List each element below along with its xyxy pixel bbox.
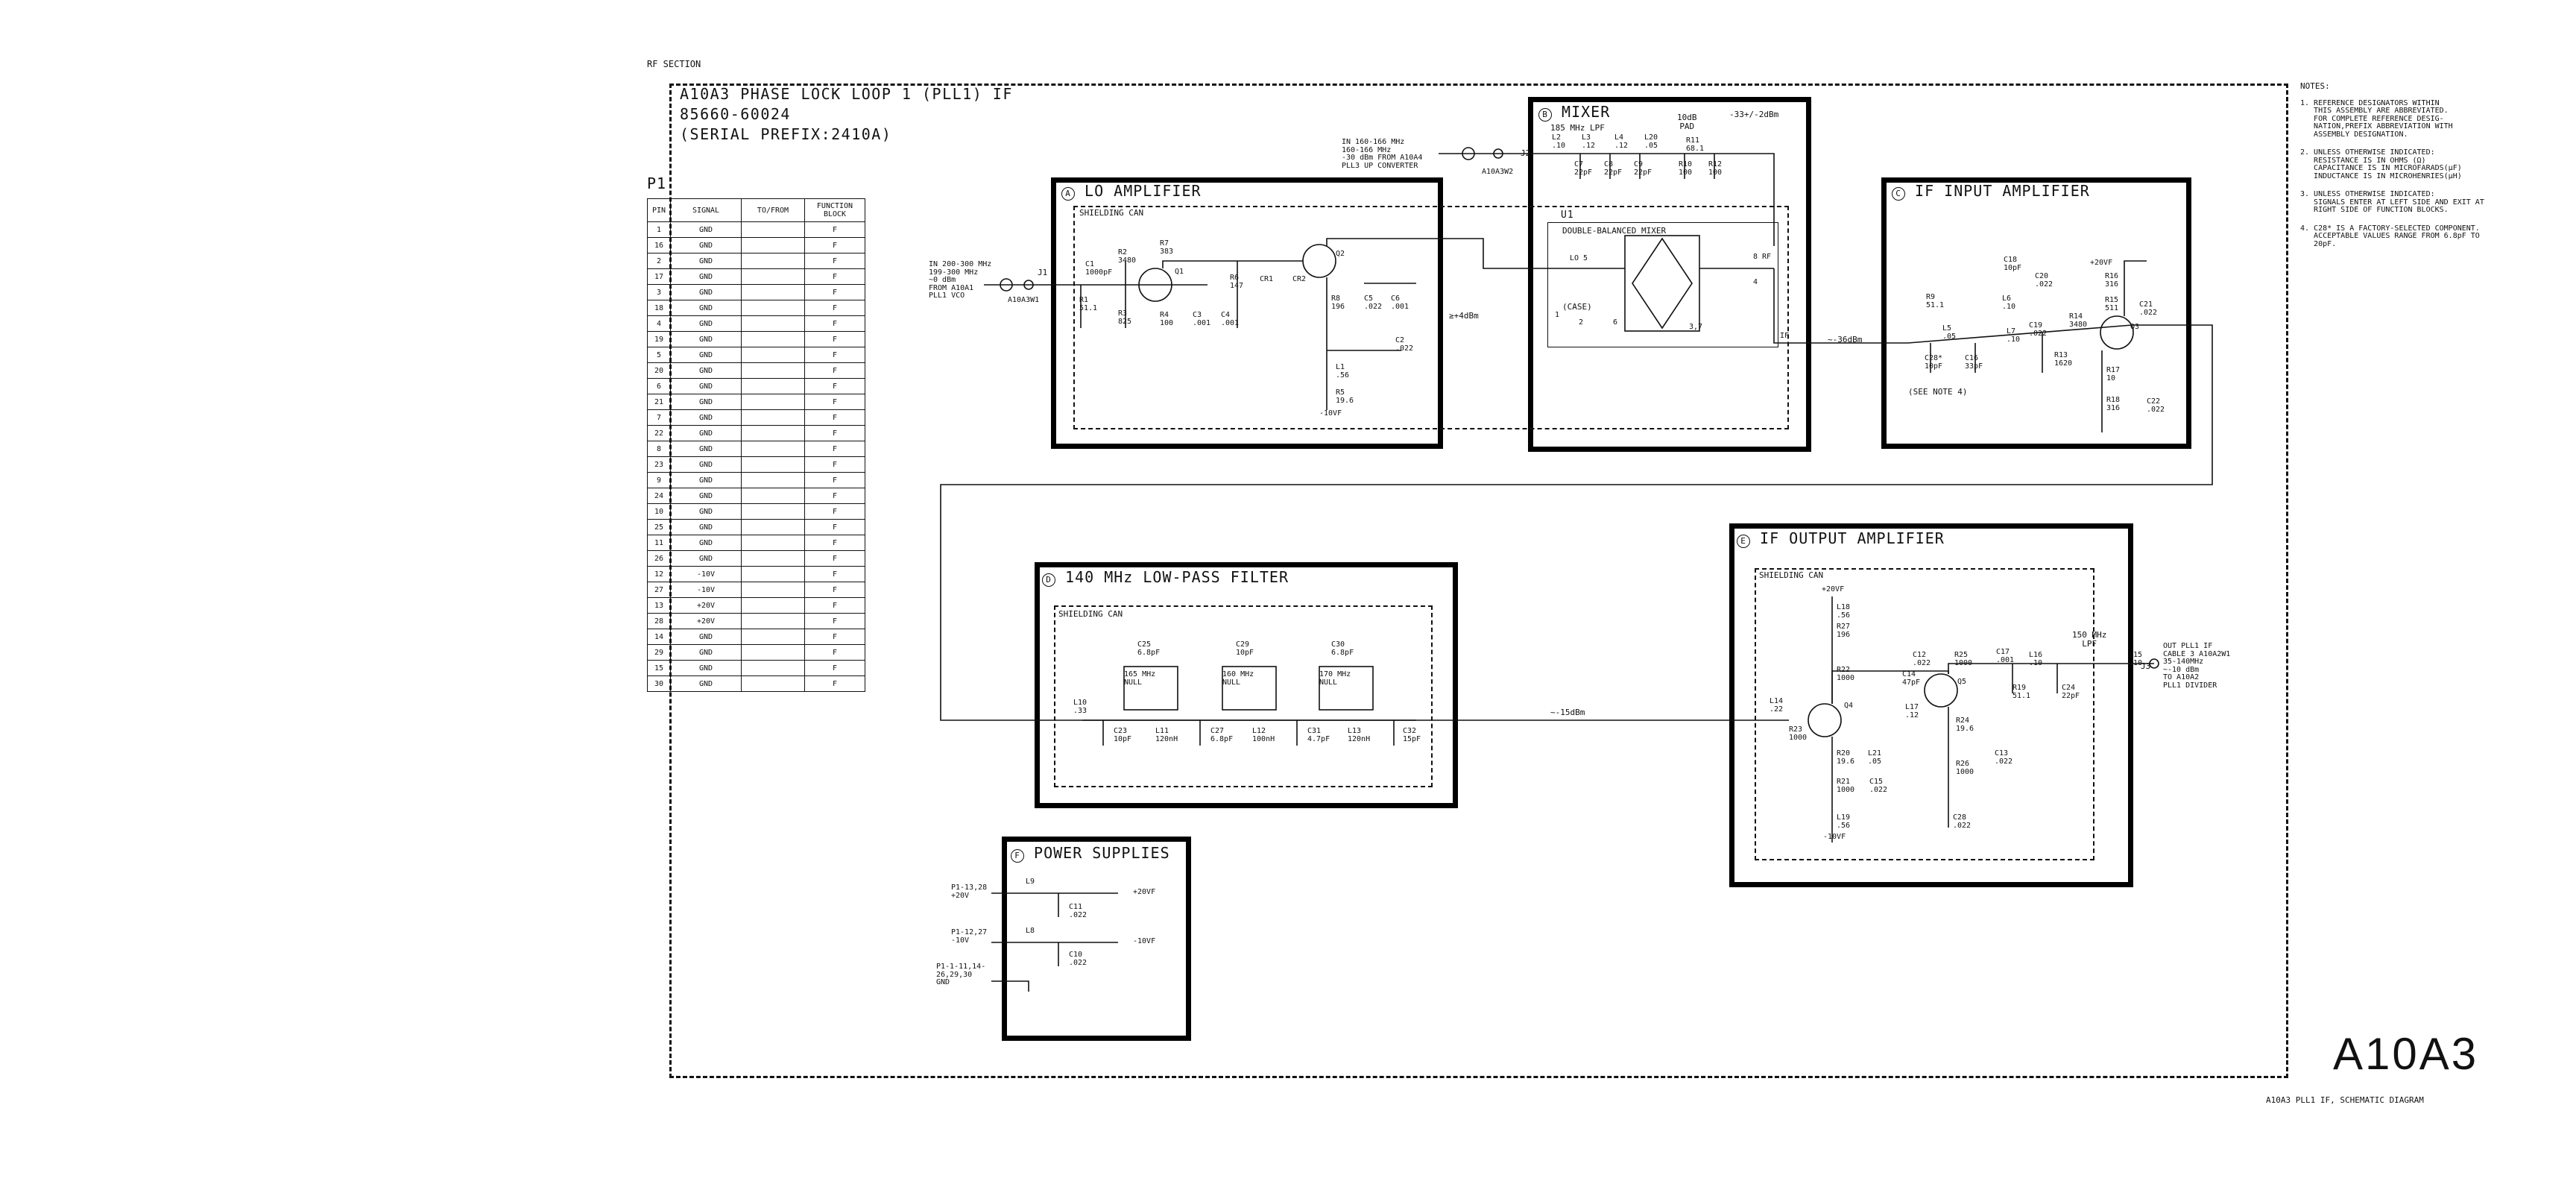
connector-cell: F — [805, 661, 865, 676]
block-c-title: IF INPUT AMPLIFIER — [1915, 182, 2090, 200]
connector-cell: F — [805, 645, 865, 661]
connector-cell: 18 — [648, 300, 671, 316]
connector-cell: GND — [671, 535, 742, 551]
connector-cell: 28 — [648, 614, 671, 629]
j1-label: J1 — [1038, 268, 1048, 277]
connector-cell: GND — [671, 457, 742, 473]
component-label-a: C1 1000pF — [1085, 260, 1113, 277]
component-label-e: C17 .001 — [1996, 648, 2015, 664]
connector-cell: 6 — [648, 379, 671, 394]
component-label-a: R6 147 — [1230, 274, 1244, 290]
connector-cell: 11 — [648, 535, 671, 551]
component-label-e: L21 .05 — [1868, 749, 1882, 766]
connector-cell: 16 — [648, 238, 671, 253]
connector-cell: GND — [671, 332, 742, 347]
connector-cell: F — [805, 614, 865, 629]
connector-cell: +20V — [671, 614, 742, 629]
connector-cell: GND — [671, 661, 742, 676]
component-label-d: L10 .33 — [1073, 699, 1087, 715]
connector-cell: 30 — [648, 676, 671, 692]
block-e-title: IF OUTPUT AMPLIFIER — [1760, 529, 1945, 547]
connector-cell: 17 — [648, 269, 671, 285]
component-label-e: L19 .56 — [1837, 813, 1851, 830]
connector-cell: F — [805, 316, 865, 332]
connector-cell: GND — [671, 394, 742, 410]
connector-cell: GND — [671, 551, 742, 567]
block-a-shield-label: SHIELDING CAN — [1079, 208, 1144, 218]
connector-cell: 2 — [648, 253, 671, 269]
component-label-c: L5 .05 — [1942, 324, 1957, 341]
component-label-b: 3,7 — [1689, 323, 1703, 331]
connector-cell: F — [805, 410, 865, 426]
a10a3w1-label: A10A3W1 — [1008, 296, 1040, 304]
connector-cell: 21 — [648, 394, 671, 410]
connector-cell: 5 — [648, 347, 671, 363]
component-label-d: C30 6.8pF — [1331, 640, 1354, 657]
note-item: 4. C28* IS A FACTORY-SELECTED COMPONENT. ACCEPTABLE VALUES RANGE FROM 6.8pF TO 20pF. — [2300, 224, 2480, 248]
component-label-b: R12 100 — [1708, 160, 1723, 177]
component-label-f: P1-12,27 -10V — [951, 928, 988, 945]
component-label-e: -10VF — [1823, 833, 1846, 841]
gnd-supply-wire — [991, 981, 1029, 992]
title-line1: A10A3 PHASE LOCK LOOP 1 (PLL1) IF — [680, 85, 1013, 103]
component-label-e: C13 .022 — [1995, 749, 2013, 766]
component-label-b: R11 68.1 — [1686, 136, 1705, 153]
component-label-a: R7 383 — [1160, 239, 1174, 256]
connector-cell: +20V — [671, 598, 742, 614]
connector-cell: GND — [671, 222, 742, 238]
block-f-letter: F — [1011, 849, 1024, 863]
notes-panel — [2300, 82, 2539, 259]
mixer-level-label: -33+/-2dBm — [1729, 110, 1779, 119]
connector-cell: F — [805, 347, 865, 363]
connector-cell: F — [805, 629, 865, 645]
title-line2: 85660-60024 — [680, 105, 791, 123]
connector-header-1: SIGNAL — [671, 199, 742, 222]
connector-cell: GND — [671, 645, 742, 661]
connector-cell: GND — [671, 269, 742, 285]
component-label-f: L9 — [1026, 878, 1035, 886]
component-label-e: L16 .10 — [2029, 651, 2043, 667]
connector-name: P1 — [647, 174, 667, 192]
connector-cell: GND — [671, 379, 742, 394]
component-label-b: 4 — [1753, 278, 1758, 286]
component-label-b: R10 100 — [1679, 160, 1693, 177]
connector-cell: GND — [671, 410, 742, 426]
component-label-a: R5 19.6 — [1336, 388, 1354, 405]
note-item: 3. UNLESS OTHERWISE INDICATED: SIGNALS ENTER AT LEFT SIDE AND EXIT AT RIGHT SIDE OF FUNCTION BLOCKS. — [2300, 190, 2484, 215]
j2-label: J2 — [1521, 148, 1531, 158]
component-label-c: +20VF — [2090, 259, 2113, 267]
component-label-b: 2 — [1579, 318, 1584, 327]
q3-transistor — [2100, 316, 2133, 349]
component-label-b: L20 .05 — [1644, 133, 1658, 150]
component-label-e: L17 .12 — [1905, 703, 1919, 719]
mixer-pad-label: 10dB PAD — [1677, 113, 1697, 131]
component-label-a: Q1 — [1175, 268, 1184, 276]
component-label-b: C7 22pF — [1574, 160, 1593, 177]
connector-cell: 24 — [648, 488, 671, 504]
connector-cell: F — [805, 441, 865, 457]
connector-cell: -10V — [671, 582, 742, 598]
component-label-a: R1 51.1 — [1079, 296, 1098, 312]
connector-cell: 27 — [648, 582, 671, 598]
component-label-d: 160 MHz NULL — [1222, 670, 1254, 687]
component-label-b: 6 — [1613, 318, 1618, 327]
component-label-a: L1 .56 — [1336, 363, 1350, 380]
component-label-d: L13 120nH — [1348, 727, 1371, 743]
component-label-a: CR2 — [1292, 275, 1307, 283]
lo-level-label: ≥+4dBm — [1449, 311, 1479, 321]
block-a-letter: A — [1061, 187, 1075, 201]
connector-cell: 9 — [648, 473, 671, 488]
connector-cell: F — [805, 300, 865, 316]
connector-cell: GND — [671, 253, 742, 269]
component-label-c: R13 1620 — [2054, 351, 2073, 368]
component-label-e: R23 1000 — [1789, 725, 1808, 742]
component-label-d: 165 MHz NULL — [1124, 670, 1156, 687]
block-d-letter: D — [1042, 573, 1055, 587]
component-label-e: Q4 — [1844, 702, 1854, 710]
mixer-lpf-label: 185 MHz LPF — [1550, 123, 1605, 133]
connector-cell: 10 — [648, 504, 671, 520]
connector-cell: GND — [671, 629, 742, 645]
component-label-b: L3 .12 — [1582, 133, 1596, 150]
connector-cell: GND — [671, 488, 742, 504]
component-label-e: C15 .022 — [1869, 778, 1888, 794]
loop-back-wire — [941, 325, 2212, 720]
connector-cell: F — [805, 582, 865, 598]
q4-transistor — [1808, 704, 1841, 737]
mixer-core-box — [1625, 236, 1699, 331]
connector-cell: 26 — [648, 551, 671, 567]
connector-header-2: TO/FROM — [742, 199, 805, 222]
block-b-title: MIXER — [1562, 103, 1611, 121]
component-label-f: P1-1-11,14- 26,29,30 GND — [936, 963, 986, 986]
component-label-d: C25 6.8pF — [1137, 640, 1161, 657]
connector-cell: F — [805, 285, 865, 300]
connector-cell: 4 — [648, 316, 671, 332]
component-label-e: R25 1000 — [1954, 651, 1973, 667]
component-label-e: R19 51.1 — [2012, 684, 2031, 700]
component-label-b: C8 22pF — [1604, 160, 1623, 177]
component-label-d: C23 10pF — [1114, 727, 1132, 743]
component-label-b: 8 RF — [1753, 253, 1772, 261]
connector-cell: GND — [671, 520, 742, 535]
output-label: OUT PLL1 IF CABLE 3 A10A2W1 35-140MHz ~-10 dBm TO A10A2 PLL1 DIVIDER — [2163, 642, 2231, 690]
block-f-title: POWER SUPPLIES — [1034, 844, 1170, 862]
component-label-d: L11 120nH — [1155, 727, 1178, 743]
connector-cell: GND — [671, 426, 742, 441]
component-label-c: C20 .022 — [2035, 272, 2053, 289]
component-label-e: R21 1000 — [1837, 778, 1855, 794]
mixer-case-label: (CASE) — [1562, 302, 1592, 312]
component-label-f: -10VF — [1133, 937, 1156, 945]
connector-header-3: FUNCTION BLOCK — [805, 199, 865, 222]
component-label-c: C28* 10pF — [1925, 354, 1943, 371]
connector-cell: F — [805, 253, 865, 269]
connector-cell: 29 — [648, 645, 671, 661]
connector-cell: 19 — [648, 332, 671, 347]
connector-cell: F — [805, 567, 865, 582]
connector-cell: F — [805, 598, 865, 614]
connector-cell: GND — [671, 316, 742, 332]
connector-cell: GND — [671, 504, 742, 520]
component-label-c: C22 .022 — [2147, 397, 2165, 414]
component-label-a: C3 .001 — [1193, 311, 1211, 327]
mixer-u1-label: U1 — [1561, 210, 1574, 221]
component-label-f: C11 .022 — [1069, 903, 1087, 919]
if-out-wire — [1948, 661, 2154, 674]
component-label-d: L12 100nH — [1252, 727, 1275, 743]
component-label-a: Q2 — [1336, 250, 1345, 258]
connector-cell: 7 — [648, 410, 671, 426]
component-label-c: L7 .10 — [2007, 327, 2021, 344]
title-line3: (SERIAL PREFIX:2410A) — [680, 125, 892, 143]
section-label: RF SECTION — [647, 59, 701, 69]
component-label-f: L8 — [1026, 927, 1035, 935]
connector-cell: GND — [671, 285, 742, 300]
component-label-c: R14 3480 — [2069, 312, 2088, 329]
component-label-c: C19 .022 — [2029, 321, 2048, 338]
component-label-c: C18 10pF — [2004, 256, 2022, 272]
connector-cell: F — [805, 488, 865, 504]
j3-label: J3 — [2141, 661, 2151, 671]
component-label-c: R17 10 — [2106, 366, 2121, 382]
block-e-shield-label: SHIELDING CAN — [1759, 570, 1824, 580]
connector-cell: F — [805, 238, 865, 253]
see-note-4: (SEE NOTE 4) — [1908, 387, 1968, 397]
mixer-u1-desc: DOUBLE-BALANCED MIXER — [1562, 226, 1667, 236]
connector-cell: F — [805, 551, 865, 567]
q2-transistor — [1303, 245, 1336, 277]
connector-cell: 20 — [648, 363, 671, 379]
component-label-e: C24 22pF — [2062, 684, 2080, 700]
q1-q2-wire — [1163, 261, 1303, 268]
component-label-a: -10VF — [1319, 409, 1342, 418]
component-label-e: L18 .56 — [1837, 603, 1851, 620]
component-label-b: C9 22pF — [1634, 160, 1652, 177]
component-label-e: +20VF — [1822, 585, 1845, 593]
component-label-b: LO 5 — [1570, 254, 1588, 262]
component-label-e: C28 .022 — [1953, 813, 1972, 830]
connector-cell: 22 — [648, 426, 671, 441]
connector-cell: F — [805, 222, 865, 238]
component-label-c: L6 .10 — [2002, 295, 2016, 311]
component-label-a: C4 .001 — [1221, 311, 1240, 327]
lo-input-label: IN 200-300 MHz 199-300 MHz ~0 dBm FROM A10A1 PLL1 VCO — [929, 260, 992, 300]
component-label-e: R20 19.6 — [1837, 749, 1855, 766]
component-label-e: R24 19.6 — [1956, 717, 1974, 733]
rf-input-label: IN 160-166 MHz 160-166 MHz -30 dBm FROM A10A4 PLL3 UP CONVERTER — [1342, 138, 1423, 170]
connector-cell: 14 — [648, 629, 671, 645]
connector-cell: F — [805, 504, 865, 520]
if-level1-label: ~-36dBm — [1828, 335, 1863, 344]
connector-cell: F — [805, 457, 865, 473]
connector-cell: F — [805, 520, 865, 535]
component-label-b: IF — [1780, 332, 1790, 340]
connector-cell: GND — [671, 473, 742, 488]
component-label-a: R8 196 — [1331, 295, 1345, 311]
note-item: 1. REFERENCE DESIGNATORS WITHIN THIS ASSEMBLY ARE ABBREVIATED. FOR COMPLETE REFERENCE DESIG- NATION,PREFIX ABBREVIATION WITH ASSEMBLY DESIGNATION. — [2300, 98, 2453, 139]
if-out-lpf-label: 150 MHz LPF — [2072, 630, 2107, 649]
component-label-e: L14 .22 — [1770, 697, 1784, 714]
connector-cell: GND — [671, 300, 742, 316]
component-label-a: C6 .001 — [1391, 295, 1409, 311]
component-label-b: 1 — [1555, 311, 1560, 319]
connector-cell: 25 — [648, 520, 671, 535]
component-label-c: R15 511 — [2105, 296, 2119, 312]
connector-cell: 13 — [648, 598, 671, 614]
connector-cell: F — [805, 379, 865, 394]
assembly-id: A10A3 — [2333, 1029, 2479, 1079]
connector-cell: 8 — [648, 441, 671, 457]
component-label-c: C16 33pF — [1965, 354, 1983, 371]
component-label-c: R16 316 — [2105, 272, 2119, 289]
component-label-f: +20VF — [1133, 888, 1156, 896]
component-label-a: R4 100 — [1160, 311, 1174, 327]
connector-cell: F — [805, 332, 865, 347]
block-c-letter: C — [1892, 187, 1905, 201]
component-label-f: C10 .022 — [1069, 951, 1087, 967]
connector-cell: F — [805, 473, 865, 488]
connector-cell: F — [805, 363, 865, 379]
component-label-a: R2 3480 — [1118, 248, 1137, 265]
connector-cell: GND — [671, 347, 742, 363]
component-label-e: C12 .022 — [1913, 651, 1931, 667]
component-label-e: R26 1000 — [1956, 760, 1974, 776]
block-b-letter: B — [1538, 108, 1552, 122]
connector-cell: 23 — [648, 457, 671, 473]
component-label-b: L4 .12 — [1614, 133, 1629, 150]
connector-cell: F — [805, 535, 865, 551]
connector-cell: F — [805, 394, 865, 410]
component-label-e: L15 .10 — [2129, 651, 2143, 667]
component-label-d: C32 15pF — [1403, 727, 1421, 743]
connector-cell: F — [805, 676, 865, 692]
component-label-e: R27 196 — [1837, 623, 1851, 639]
if-level2-label: ~-15dBm — [1550, 708, 1585, 717]
component-label-c: R18 316 — [2106, 396, 2121, 412]
connector-cell: -10V — [671, 567, 742, 582]
connector-cell: 15 — [648, 661, 671, 676]
connector-cell: GND — [671, 676, 742, 692]
component-label-a: C2 .022 — [1395, 336, 1414, 353]
connector-cell: F — [805, 426, 865, 441]
component-label-d: 170 MHz NULL — [1319, 670, 1351, 687]
connector-cell: GND — [671, 238, 742, 253]
component-label-c: R9 51.1 — [1926, 293, 1945, 309]
lo-out-wire — [1327, 239, 1558, 268]
component-label-a: C5 .022 — [1364, 295, 1383, 311]
a10a3w2-label: A10A3W2 — [1482, 168, 1514, 176]
component-label-f: P1-13,28 +20V — [951, 884, 988, 900]
component-label-a: R3 825 — [1118, 309, 1132, 326]
component-label-c: Q3 — [2130, 323, 2140, 331]
component-label-e: R22 1000 — [1837, 666, 1855, 682]
component-label-c: C21 .022 — [2139, 300, 2158, 317]
component-label-e: C14 47pF — [1902, 670, 1921, 687]
block-d-title: 140 MHz LOW-PASS FILTER — [1065, 568, 1289, 586]
connector-cell: 3 — [648, 285, 671, 300]
connector-cell: GND — [671, 441, 742, 457]
block-e-letter: E — [1737, 535, 1750, 548]
component-label-d: C29 10pF — [1236, 640, 1254, 657]
component-label-b: L2 .10 — [1552, 133, 1566, 150]
component-label-e: Q5 — [1957, 678, 1967, 686]
block-d-shield-label: SHIELDING CAN — [1058, 609, 1123, 619]
component-label-a: CR1 — [1260, 275, 1274, 283]
note-item: 2. UNLESS OTHERWISE INDICATED: RESISTANCE IS IN OHMS (Ω) CAPACITANCE IS IN MICROFARADS(μF) INDUCTANCE IS IN MICROHENRIES(μH) — [2300, 148, 2462, 180]
connector-cell: 1 — [648, 222, 671, 238]
notes-heading: NOTES: — [2300, 81, 2330, 91]
diagram-caption: A10A3 PLL1 IF, SCHEMATIC DIAGRAM — [2266, 1095, 2424, 1105]
mixer-if-wire — [1774, 268, 1908, 343]
notes-list — [2300, 100, 2539, 249]
block-a-title: LO AMPLIFIER — [1085, 182, 1202, 200]
mixer-diode-ring — [1632, 239, 1692, 328]
connector-cell: GND — [671, 363, 742, 379]
component-label-d: C31 4.7pF — [1307, 727, 1330, 743]
connector-cell: F — [805, 269, 865, 285]
connector-cell: 12 — [648, 567, 671, 582]
connector-header-0: PIN — [648, 199, 671, 222]
q5-transistor — [1925, 674, 1957, 707]
component-label-d: C27 6.8pF — [1210, 727, 1234, 743]
